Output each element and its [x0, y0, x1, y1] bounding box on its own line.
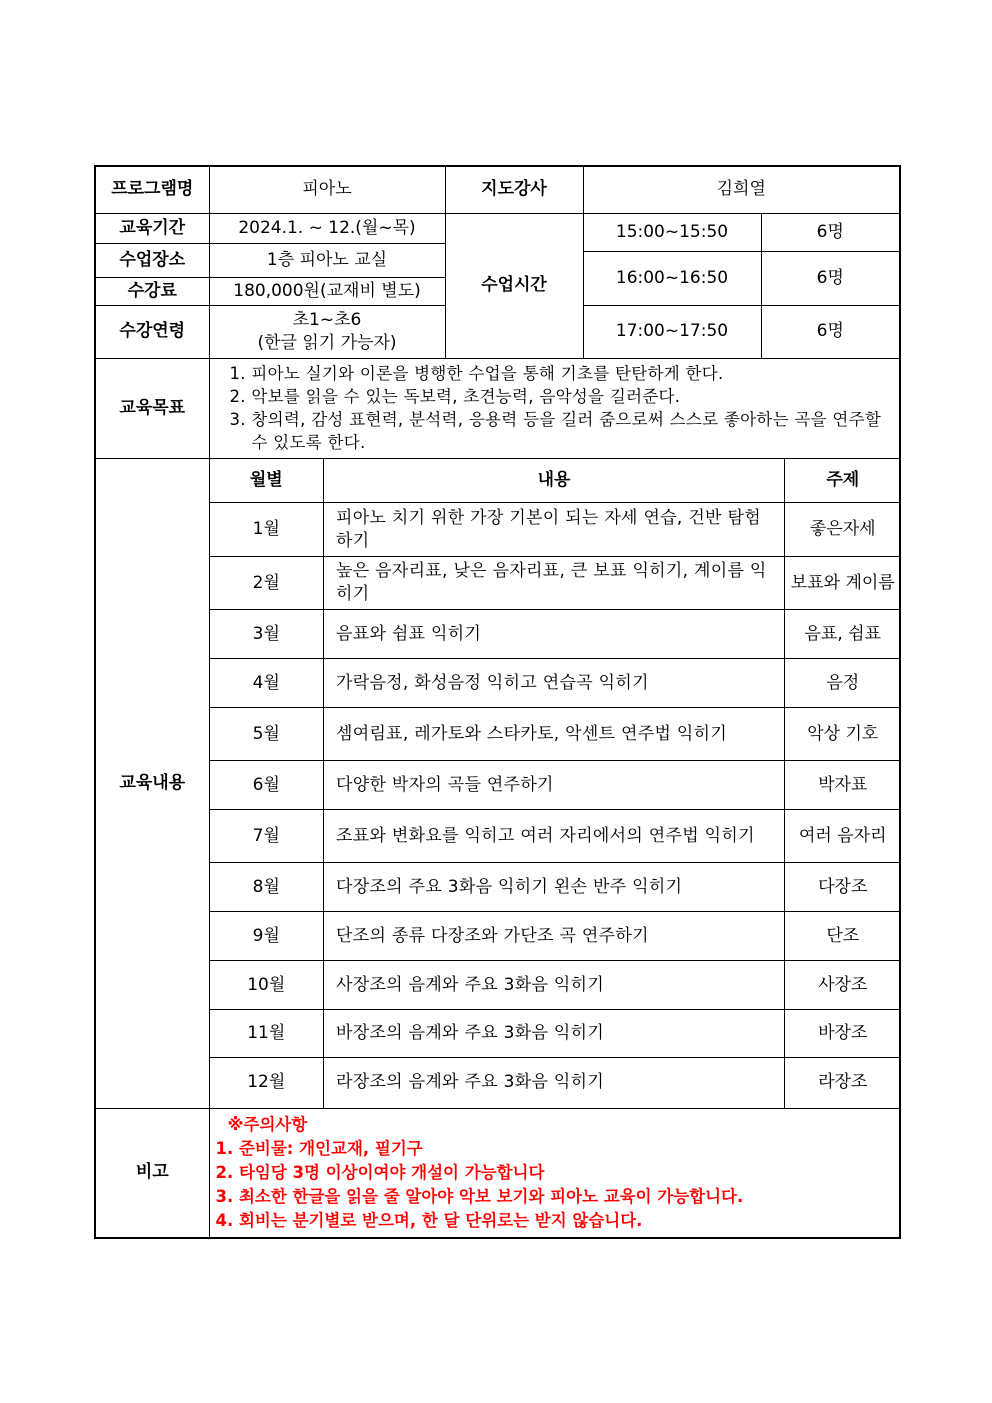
- month-cell: 6월: [210, 761, 324, 810]
- month-cell: 9월: [210, 912, 324, 961]
- remarks-notes: [209, 1108, 900, 1238]
- fee-label: 수강료: [95, 277, 209, 305]
- remark-item: 3. 최소한 한글을 읽을 줄 알아야 악보 보기와 피아노 교육이 가능합니다.: [215, 1186, 744, 1206]
- remark-item: 4. 회비는 분기별로 받으며, 한 달 단위로는 받지 않습니다.: [215, 1210, 643, 1230]
- month-cell: 10월: [210, 961, 324, 1010]
- content-cell: 라장조의 음계와 주요 3화음 익히기: [324, 1058, 785, 1108]
- curriculum-table: [210, 459, 901, 1108]
- table-row: [210, 810, 901, 863]
- goal-item: 2. 악보를 읽을 수 있는 독보력, 초견능력, 음악성을 길러준다.: [229, 387, 681, 406]
- col-month-header: 월별: [210, 459, 324, 503]
- time-slot-2-count: 6명: [761, 251, 900, 305]
- month-cell: 7월: [210, 810, 324, 863]
- col-topic-header: 주제: [785, 459, 901, 503]
- age-label: 수강연령: [95, 305, 209, 358]
- topic-cell: 바장조: [785, 1010, 901, 1058]
- topic-cell: 보표와 계이름: [785, 557, 901, 610]
- table-row: [210, 912, 901, 961]
- content-cell: 사장조의 음계와 주요 3화음 익히기: [324, 961, 785, 1010]
- curriculum-label: 교육내용: [95, 458, 209, 1108]
- content-cell: 다장조의 주요 3화음 익히기 왼손 반주 익히기: [324, 863, 785, 912]
- content-cell: 바장조의 음계와 주요 3화음 익히기: [324, 1010, 785, 1058]
- table-row: [210, 961, 901, 1010]
- fee-value: 180,000원(교재비 별도): [209, 277, 445, 305]
- content-cell: 단조의 종류 다장조와 가단조 곡 연주하기: [324, 912, 785, 961]
- table-row: [210, 503, 901, 557]
- place-value: 1층 피아노 교실: [209, 243, 445, 277]
- topic-cell: 음표, 쉼표: [785, 610, 901, 659]
- goal-item: 3. 창의력, 감성 표현력, 분석력, 응용력 등을 길러 줌으로써 스스로 좋아하는 곡을 연주할 수 있도록 한다.: [229, 410, 882, 452]
- content-cell: 음표와 쉼표 익히기: [324, 610, 785, 659]
- time-slot-3-count: 6명: [761, 305, 900, 358]
- place-label: 수업장소: [95, 243, 209, 277]
- program-info-table: [94, 165, 901, 1239]
- table-row: [210, 659, 901, 708]
- time-slot-2: 16:00~16:50: [583, 251, 761, 305]
- period-label: 교육기간: [95, 213, 209, 243]
- month-cell: 12월: [210, 1058, 324, 1108]
- content-cell: 다양한 박자의 곡들 연주하기: [324, 761, 785, 810]
- remark-item: 2. 타임당 3명 이상이여야 개설이 가능합니다: [215, 1162, 545, 1182]
- content-cell: 높은 음자리표, 낮은 음자리표, 큰 보표 익히기, 계이름 익히기: [324, 557, 785, 610]
- topic-cell: 사장조: [785, 961, 901, 1010]
- class-time-label: 수업시간: [445, 213, 583, 358]
- goal-item: 1. 피아노 실기와 이론을 병행한 수업을 통해 기초를 탄탄하게 한다.: [229, 364, 724, 383]
- content-cell: 셈여림표, 레가토와 스타카토, 악센트 연주법 익히기: [324, 708, 785, 761]
- topic-cell: 단조: [785, 912, 901, 961]
- remarks-heading: ※주의사항: [227, 1114, 308, 1134]
- topic-cell: 좋은자세: [785, 503, 901, 557]
- table-row: [210, 610, 901, 659]
- col-content-header: 내용: [324, 459, 785, 503]
- month-cell: 3월: [210, 610, 324, 659]
- instructor-label: 지도강사: [445, 166, 583, 213]
- topic-cell: 다장조: [785, 863, 901, 912]
- table-row: [210, 557, 901, 610]
- month-cell: 2월: [210, 557, 324, 610]
- month-cell: 5월: [210, 708, 324, 761]
- topic-cell: 악상 기호: [785, 708, 901, 761]
- time-slot-1: 15:00~15:50: [583, 213, 761, 251]
- topic-cell: 박자표: [785, 761, 901, 810]
- topic-cell: 음정: [785, 659, 901, 708]
- age-value-line2: (한글 읽기 가능자): [257, 332, 397, 353]
- topic-cell: 라장조: [785, 1058, 901, 1108]
- curriculum-cell: [209, 458, 900, 1108]
- remarks-label: 비고: [95, 1108, 209, 1238]
- time-slot-3: 17:00~17:50: [583, 305, 761, 358]
- instructor-value: 김희열: [583, 166, 900, 213]
- goals-list: [209, 358, 900, 458]
- month-cell: 4월: [210, 659, 324, 708]
- program-name-value: 피아노: [209, 166, 445, 213]
- table-row: [210, 1058, 901, 1108]
- table-row: [210, 1010, 901, 1058]
- age-value-line1: 초1~초6: [292, 309, 362, 330]
- content-cell: 조표와 변화요를 익히고 여러 자리에서의 연주법 익히기: [324, 810, 785, 863]
- program-name-label: 프로그램명: [95, 166, 209, 213]
- content-cell: 가락음정, 화성음정 익히고 연습곡 익히기: [324, 659, 785, 708]
- remark-item: 1. 준비물: 개인교재, 필기구: [215, 1138, 423, 1158]
- table-row: [210, 761, 901, 810]
- topic-cell: 여러 음자리: [785, 810, 901, 863]
- month-cell: 11월: [210, 1010, 324, 1058]
- period-value: 2024.1. ~ 12.(월~목): [209, 213, 445, 243]
- time-slot-1-count: 6명: [761, 213, 900, 251]
- table-row: [210, 708, 901, 761]
- table-row: [210, 863, 901, 912]
- month-cell: 1월: [210, 503, 324, 557]
- content-cell: 피아노 치기 위한 가장 기본이 되는 자세 연습, 건반 탐험하기: [324, 503, 785, 557]
- age-value: [209, 305, 445, 358]
- month-cell: 8월: [210, 863, 324, 912]
- goals-label: 교육목표: [95, 358, 209, 458]
